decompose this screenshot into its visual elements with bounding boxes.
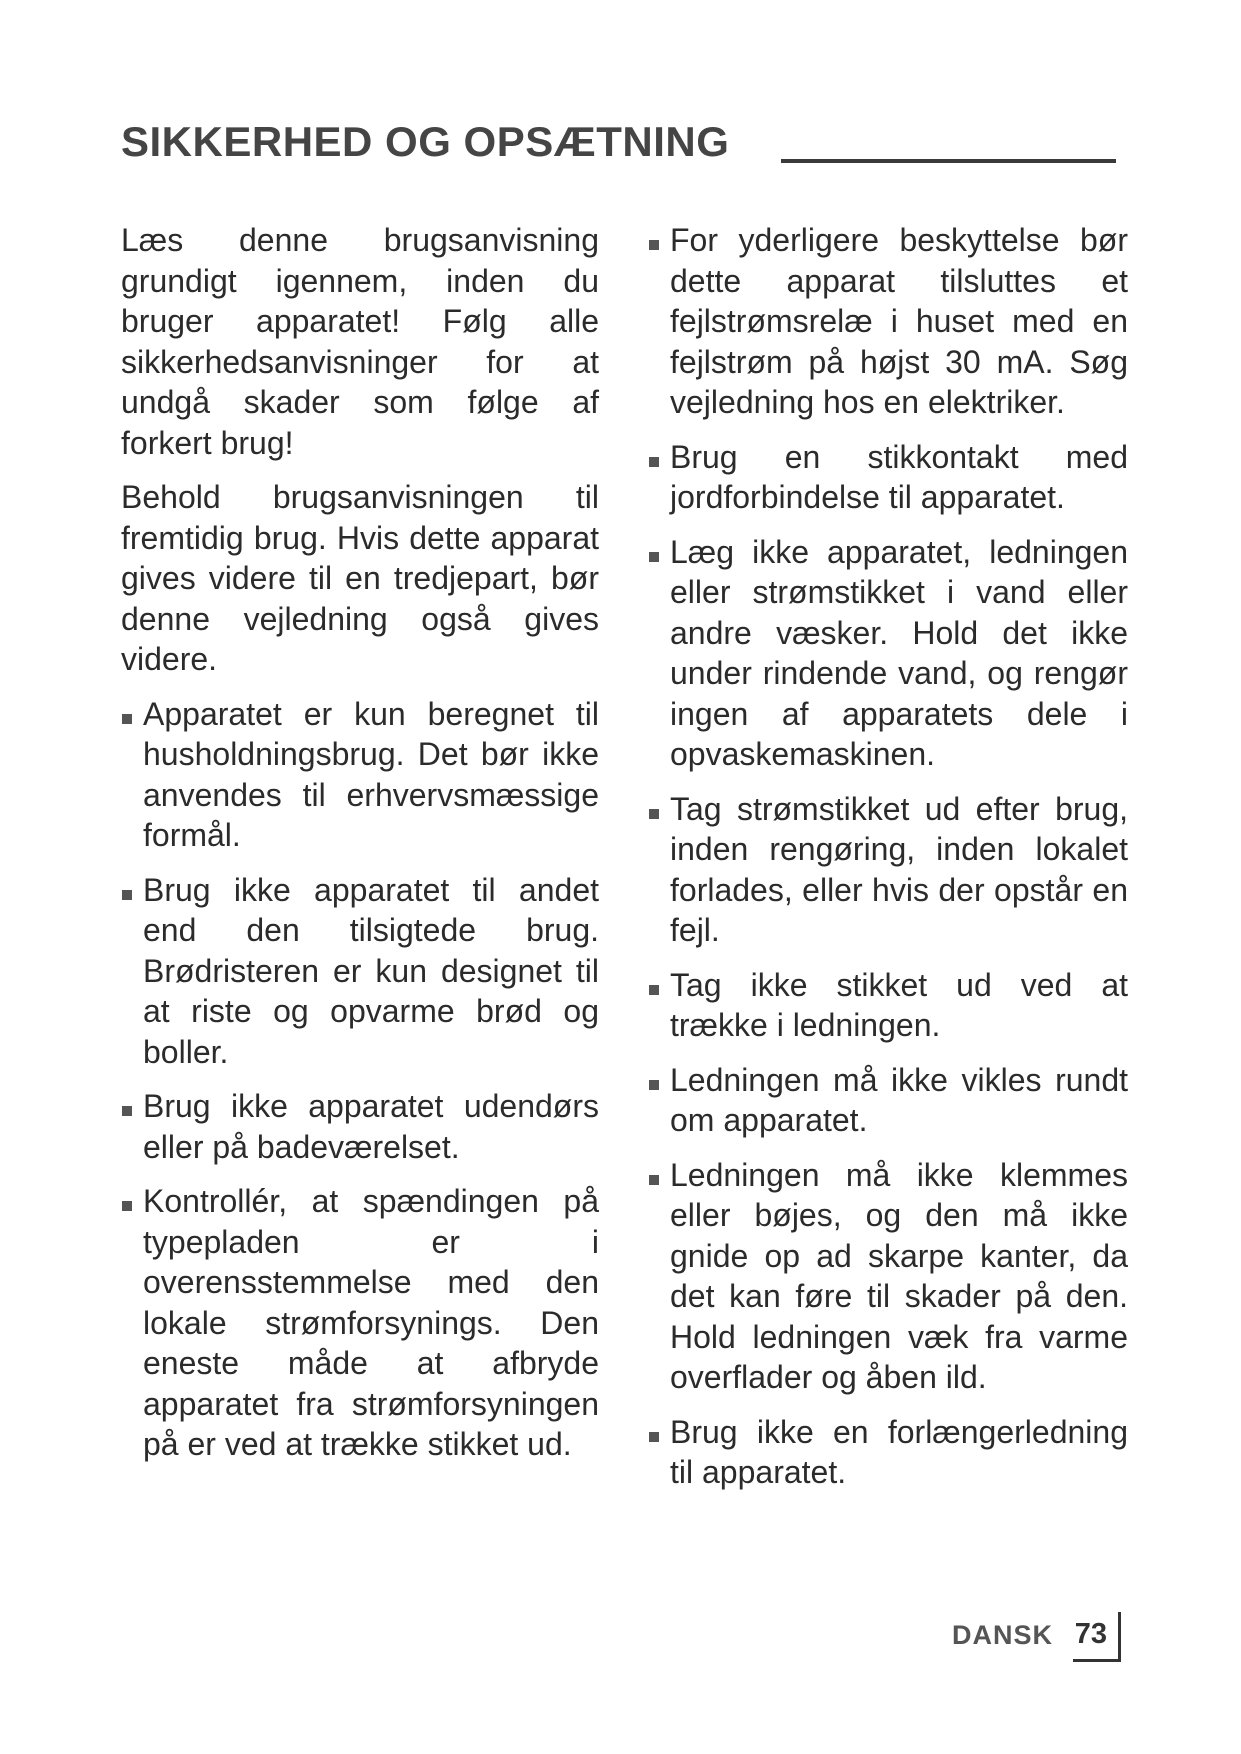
- square-bullet-icon: [122, 1106, 132, 1116]
- list-item: [121, 870, 599, 1073]
- list-item: [121, 694, 599, 856]
- list-item-text: Apparatet er kun beregnet til husholdningsbrug. Det bør ikke anvendes til erhvervsmæssige formål.: [143, 695, 599, 853]
- intro-paragraph: Læs denne brugsanvisning grundigt igennem, inden du bruger apparatet! Følg alle sikkerhedsanvisninger for at undgå skader som følge af forkert brug!: [121, 222, 599, 461]
- list-item-text: Brug ikke apparatet udendørs eller på badeværelset.: [143, 1088, 599, 1165]
- title-rule: [781, 159, 1116, 163]
- square-bullet-icon: [649, 240, 659, 250]
- square-bullet-icon: [122, 890, 132, 900]
- list-item: [648, 437, 1128, 518]
- list-item: [121, 1086, 599, 1167]
- square-bullet-icon: [649, 552, 659, 562]
- square-bullet-icon: [649, 809, 659, 819]
- list-item-text: Læg ikke apparatet, ledningen eller strømstikket i vand eller andre væsker. Hold det ikke under rindende vand, og rengør ingen af apparatets dele i opvaskemaskinen.: [670, 533, 1128, 772]
- square-bullet-icon: [122, 1201, 132, 1211]
- list-item-text: Brug ikke apparatet til andet end den tilsigtede brug. Brødristeren er kun designet til at riste og opvarme brød og boller.: [143, 871, 599, 1070]
- left-column: [121, 220, 599, 1479]
- list-item-text: For yderligere beskyttelse bør dette apparat tilsluttes et fejlstrømsrelæ i huset med en fejlstrøm på højst 30 mA. Søg vejledning hos en elektriker.: [670, 222, 1128, 420]
- list-item-text: Kontrollér, at spændingen på typepladen er i overensstemmelse med den lokale strømforsynings. Den eneste måde at afbryde apparatet fra strømforsyningen på er ved at trække stikket ud.: [143, 1183, 599, 1462]
- square-bullet-icon: [122, 714, 132, 724]
- list-item-text: Ledningen må ikke vikles rundt om apparatet.: [670, 1061, 1128, 1138]
- safety-list-right: [648, 220, 1128, 1493]
- list-item: [648, 220, 1128, 423]
- list-item: [648, 532, 1128, 775]
- square-bullet-icon: [649, 1080, 659, 1090]
- list-item: [648, 965, 1128, 1046]
- intro-paragraph: Behold brugsanvisningen til fremtidig brug. Hvis dette apparat gives videre til en tredjepart, bør denne vejledning også gives videre.: [121, 479, 599, 677]
- footer-rule-vertical: [1118, 1612, 1121, 1662]
- footer-language: DANSK: [951, 1620, 1053, 1650]
- square-bullet-icon: [649, 1432, 659, 1442]
- page-header: [121, 112, 1121, 172]
- list-item-text: Brug ikke en forlængerledning til apparatet.: [670, 1413, 1128, 1490]
- list-item-text: Tag ikke stikket ud ved at trække i ledningen.: [670, 966, 1128, 1043]
- list-item: [648, 789, 1128, 951]
- page-number: 73: [1074, 1618, 1107, 1650]
- square-bullet-icon: [649, 457, 659, 467]
- square-bullet-icon: [649, 985, 659, 995]
- list-item: [121, 1181, 599, 1465]
- list-item: [648, 1060, 1128, 1141]
- footer-rule-horizontal: [1073, 1659, 1121, 1662]
- right-column: [648, 220, 1128, 1507]
- list-item-text: Ledningen må ikke klemmes eller bøjes, og den må ikke gnide op ad skarpe kanter, da det kan føre til skader på den. Hold ledningen væk fra varme overflader og åben ild.: [670, 1156, 1128, 1395]
- square-bullet-icon: [649, 1175, 659, 1185]
- list-item: [648, 1412, 1128, 1493]
- page-title: SIKKERHED OG OPSÆTNING: [121, 118, 730, 165]
- list-item-text: Brug en stikkontakt med jordforbindelse til apparatet.: [670, 438, 1128, 515]
- list-item: [648, 1155, 1128, 1398]
- safety-list-left: [121, 694, 599, 1465]
- list-item-text: Tag strømstikket ud efter brug, inden rengøring, inden lokalet forlades, eller hvis der opstår en fejl.: [670, 790, 1128, 948]
